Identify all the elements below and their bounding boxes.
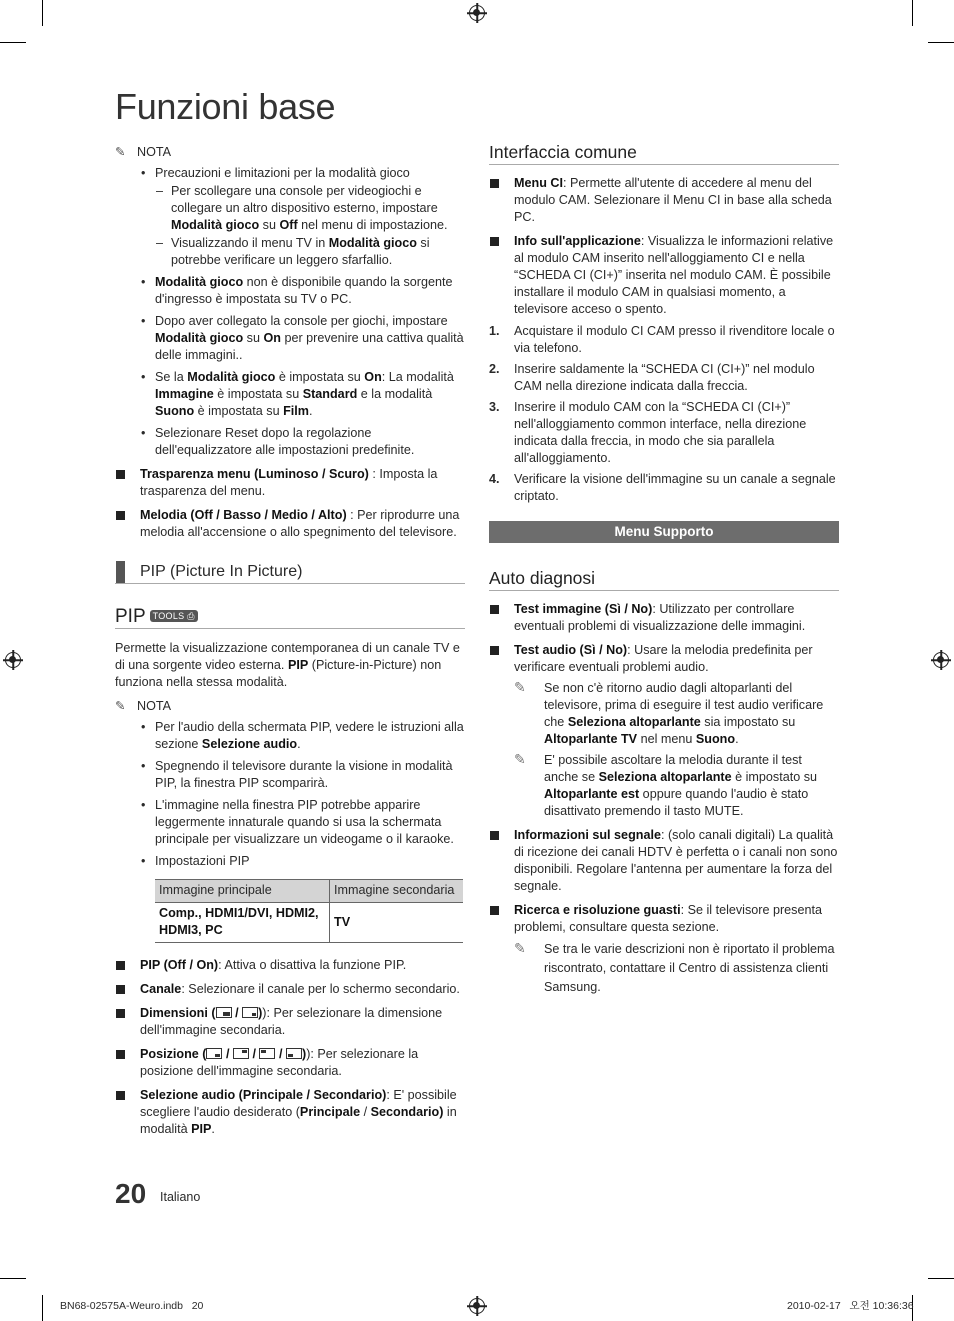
list-item: • Dopo aver collegato la console per giochi, impostare Modalità gioco su On per prevenire una cattiva qualità delle immagini..: [139, 313, 465, 364]
printer-file-info: BN68-02575A-Weuro.indb 20: [60, 1300, 204, 1312]
note-item: ✎ E' possibile ascoltare la melodia durante il test anche se Seleziona altoparlante è impostato su Altoparlante est oppure quando l'audio è stato disattivato premendo il tasto MUTE.: [514, 751, 818, 818]
pip-position-top-left-icon: [259, 1048, 275, 1059]
crop-mark: [928, 1278, 954, 1279]
list-item: Selezione audio (Principale / Secondario): E' possibile scegliere l'audio desiderato (Principale / Secondario) in modalità PIP.: [115, 1087, 465, 1138]
table-header: Immagine secondaria: [330, 880, 464, 903]
list-item: Melodia (Off / Basso / Medio / Alto) : Per riprodurre una melodia all'accensione o allo spegnimento del televisore.: [115, 507, 465, 541]
step-number: 4.: [489, 472, 500, 486]
page-number: 20: [115, 1178, 147, 1209]
list-item: Informazioni sul segnale: (solo canali digitali) La qualità di ricezione dei canali HDTV è perfetta o i canali non sono disponibili. Regolare l'antenna per aumentare la forza del segnale.: [489, 827, 839, 895]
list-item: • Impostazioni PIP: [139, 853, 465, 870]
crop-mark: [42, 1295, 43, 1321]
registration-mark-icon: [469, 5, 485, 21]
step-item: [489, 471, 839, 505]
pencil-icon: ✎: [514, 940, 526, 956]
pip-heading: PIP TOOLS ⎙: [115, 608, 465, 629]
list-item: Test audio (Sì / No): Usare la melodia predefinita per verificare eventuali problemi audio. ✎ Se non c'è ritorno audio dagli altoparlanti del televisore, prima di eseguire il test audio verificare che Seleziona altoparlante sia impostato su Altoparlante TV nel menu Suono. ✎ E' possibile ascoltare la melodia durante il test anche se Seleziona altoparlante è impostato su Altoparlante est oppure quando l'audio è stato disattivato premendo il tasto MUTE.: [489, 642, 839, 820]
pencil-icon: ✎: [514, 679, 526, 695]
pip-position-top-right-icon: [233, 1048, 249, 1059]
list-item: • Selezionare Reset dopo la regolazione dell'equalizzatore alle impostazioni predefinite.: [139, 425, 465, 459]
step-item: [489, 399, 839, 467]
note-item: ✎ Se tra le varie descrizioni non è riportato il problema riscontrato, contattare il Centro di assistenza clienti Samsung.: [514, 940, 835, 994]
crop-mark: [0, 1278, 26, 1279]
page-title: Funzioni base: [115, 86, 336, 127]
list-item: Info sull'applicazione: Visualizza le informazioni relative al modulo CAM inserito nell'alloggiamento CI e nella “SCHEDA CI (CI+)” inserita nel modulo CAM. È possibile installare il modulo CAM in qualsiasi momento, a televisore acceso o spento.: [489, 233, 839, 318]
pip-intro: Permette la visualizzazione contemporanea di un canale TV e di una sorgente video esterna. PIP (Picture-in-Picture) non funziona nella stessa modalità.: [115, 641, 460, 689]
list-item: • Precauzioni e limitazioni per la modalità gioco – Per scollegare una console per videogiochi e collegare un altro dispositivo esterno, impostare Modalità gioco su Off nel menu di impostazione. – Visualizzando il menu TV in Modalità gioco si potrebbe verificare un leggero sfarfallio.: [139, 165, 465, 269]
crop-mark: [928, 42, 954, 43]
section-heading-pip: PIP (Picture In Picture): [115, 561, 465, 584]
list-item: • Spegnendo il televisore durante la visione in modalità PIP, la finestra PIP scomparirà.: [139, 758, 465, 792]
step-text: Inserire saldamente la “SCHEDA CI (CI+)” nel modulo CAM nella direzione indicata dalla freccia.: [514, 362, 815, 393]
list-item: Posizione ( / / / )): Per selezionare la posizione dell'immagine secondaria.: [115, 1046, 465, 1080]
right-column: [489, 144, 839, 997]
list-item: Test immagine (Sì / No): Utilizzato per controllare eventuali problemi di visualizzazione delle immagini.: [489, 601, 839, 635]
list-item: PIP (Off / On): Attiva o disattiva la funzione PIP.: [115, 957, 465, 974]
note-label: NOTA: [137, 145, 172, 159]
registration-mark-icon: [933, 652, 949, 668]
crop-mark: [42, 0, 43, 26]
printer-timestamp: 2010-02-17 오전 10:36:36: [787, 1300, 914, 1312]
list-item: Trasparenza menu (Luminoso / Scuro) : Imposta la trasparenza del menu.: [115, 466, 465, 500]
crop-mark: [912, 0, 913, 26]
section-heading-auto-diagnosi: Auto diagnosi: [489, 570, 839, 591]
list-item: • L'immagine nella finestra PIP potrebbe apparire leggermente innaturale quando si usa la schermata principale per visualizzare un videogame o il karaoke.: [139, 797, 465, 848]
tools-icon: TOOLS ⎙: [150, 610, 198, 622]
step-text: Verificare la visione dell'immagine su un canale a segnale criptato.: [514, 472, 836, 503]
note-heading: [115, 144, 465, 161]
list-item: Ricerca e risoluzione guasti: Se il televisore presenta problemi, consultare questa sezione. ✎ Se tra le varie descrizioni non è riportato il problema riscontrato, contattare il Centro di assistenza clienti Samsung.: [489, 902, 839, 997]
pip-position-bottom-right-icon: [206, 1048, 222, 1059]
pip-position-bottom-left-icon: [286, 1048, 302, 1059]
left-column: [115, 144, 465, 1138]
pip-size-small-icon: [242, 1007, 258, 1018]
pencil-icon: ✎: [115, 145, 126, 159]
note-item: ✎ Se non c'è ritorno audio dagli altoparlanti del televisore, prima di eseguire il test audio verificare che Seleziona altoparlante sia impostato su Altoparlante TV nel menu Suono.: [514, 679, 824, 746]
table-cell: TV: [330, 903, 464, 943]
step-text: Inserire il modulo CAM con la “SCHEDA CI (CI+)” nell'alloggiamento common interface, nella direzione indicata dalla freccia, in modo che sia parallela all'alloggiamento.: [514, 400, 807, 465]
step-item: [489, 361, 839, 395]
step-text: Acquistare il modulo CI CAM presso il rivenditore locale o via telefono.: [514, 324, 835, 355]
list-item: Canale: Selezionare il canale per lo schermo secondario.: [115, 981, 465, 998]
pencil-icon: ✎: [115, 699, 126, 713]
list-item: – Per scollegare una console per videogiochi e collegare un altro dispositivo esterno, impostare Modalità gioco su Off nel menu di impostazione.: [155, 183, 465, 234]
list-item: Dimensioni ( / )): Per selezionare la dimensione dell'immagine secondaria.: [115, 1005, 465, 1039]
registration-mark-icon: [5, 652, 21, 668]
pip-size-large-icon: [216, 1007, 232, 1018]
step-number: 1.: [489, 324, 500, 338]
list-item: Menu CI: Permette all'utente di accedere al menu del modulo CAM. Selezionare il Menu CI in base alla scheda PC.: [489, 175, 839, 226]
step-item: [489, 323, 839, 357]
list-item: • Modalità gioco non è disponibile quando la sorgente d'ingresso è impostata su TV o PC.: [139, 274, 465, 308]
section-heading-interfaccia: Interfaccia comune: [489, 144, 839, 165]
registration-mark-icon: [469, 1298, 485, 1314]
step-number: 2.: [489, 362, 500, 376]
menu-supporto-bar: Menu Supporto: [489, 521, 839, 543]
footer-language: Italiano: [160, 1190, 201, 1204]
note-heading: ✎ NOTA: [115, 699, 172, 713]
table-cell: Comp., HDMI1/DVI, HDMI2, HDMI3, PC: [155, 903, 330, 943]
table-header: Immagine principale: [155, 880, 330, 903]
pip-settings-table: [155, 879, 463, 943]
list-item: – Visualizzando il menu TV in Modalità gioco si potrebbe verificare un leggero sfarfallio.: [155, 235, 465, 269]
pencil-icon: ✎: [514, 751, 526, 767]
step-number: 3.: [489, 400, 500, 414]
steps-list: [489, 323, 839, 505]
list-item: • Se la Modalità gioco è impostata su On: La modalità Immagine è impostata su Standard e la modalità Suono è impostata su Film.: [139, 369, 465, 420]
crop-mark: [0, 42, 26, 43]
list-item: • Per l'audio della schermata PIP, vedere le istruzioni alla sezione Selezione audio.: [139, 719, 465, 753]
